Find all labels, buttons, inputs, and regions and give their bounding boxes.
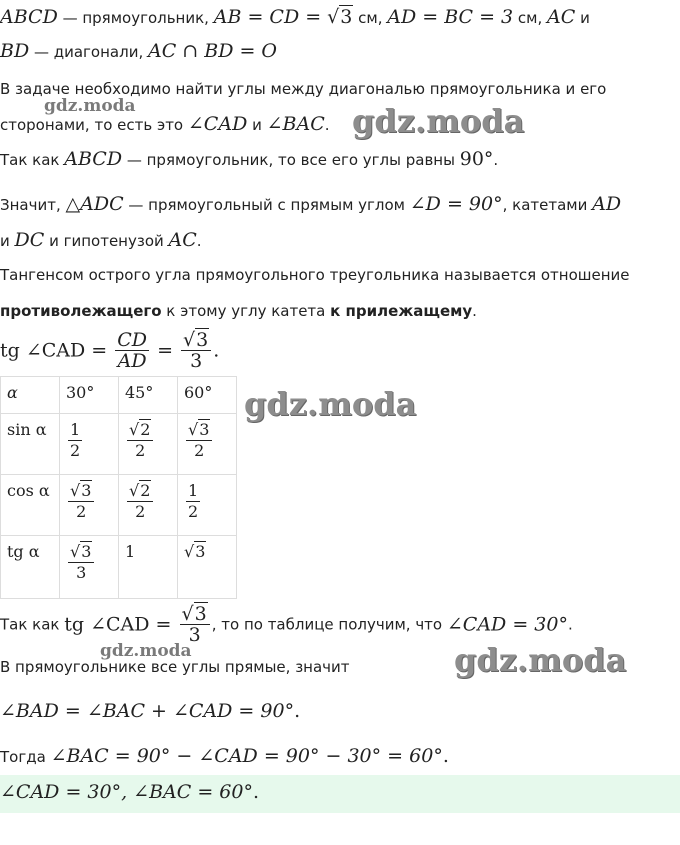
bold-text: противолежащего	[0, 302, 162, 320]
numerator: √2	[127, 481, 153, 502]
table-cell: 1	[119, 536, 178, 599]
paragraph-line	[0, 113, 330, 135]
math: ∠CAD = 30°, ∠BAC = 60°	[0, 781, 253, 803]
paragraph-line: В прямоугольнике все углы прямые, значит	[0, 658, 350, 676]
text: .	[472, 302, 477, 320]
numerator: √3	[186, 420, 212, 441]
radicand: 3	[81, 481, 92, 500]
math: AC	[168, 229, 197, 251]
math: AD = BC = 3	[387, 6, 514, 28]
sqrt: √3	[327, 6, 353, 28]
math: ABCD	[0, 6, 58, 28]
bold-text: к прилежащему	[330, 302, 473, 320]
radicand: 2	[140, 481, 151, 500]
math: ∠BAC	[266, 113, 325, 135]
numerator: 1	[70, 420, 81, 439]
text: .	[324, 116, 330, 134]
table-row	[1, 377, 237, 414]
radicand: 2	[140, 420, 151, 439]
answer-line	[0, 781, 259, 803]
definition-line	[0, 302, 477, 320]
table-cell	[119, 414, 178, 475]
denominator: 2	[194, 441, 205, 460]
text: и	[0, 232, 15, 250]
radicand: 3	[194, 603, 207, 625]
table-cell: 60°	[178, 377, 237, 414]
paragraph-line	[0, 604, 573, 645]
denominator: 3	[190, 350, 203, 372]
table-cell	[119, 475, 178, 536]
equation-line	[0, 745, 449, 767]
text: , то по таблице получим, что	[211, 615, 447, 634]
trig-table	[0, 376, 237, 599]
cell-text: α	[7, 383, 18, 402]
denominator: 2	[70, 441, 81, 460]
table-cell: 45°	[119, 377, 178, 414]
text: .	[196, 232, 202, 250]
math: AB = CD =	[213, 6, 328, 28]
fraction	[180, 604, 210, 645]
math: .	[294, 700, 301, 722]
text: и гипотенузой	[44, 232, 169, 250]
watermark: gdz.moda	[100, 641, 192, 661]
numerator: √3	[181, 330, 211, 351]
denominator: AD	[117, 350, 147, 372]
math: .	[442, 745, 449, 767]
math: ABCD	[64, 148, 123, 170]
fraction	[68, 542, 94, 583]
fraction	[68, 420, 82, 461]
table-row	[1, 414, 237, 475]
condition-line-2	[0, 40, 277, 62]
text: Тогда	[0, 748, 51, 766]
denominator: 2	[135, 441, 146, 460]
numerator: CD	[117, 329, 148, 351]
math: △ADC	[65, 193, 124, 215]
table-row	[1, 475, 237, 536]
fraction	[127, 420, 153, 461]
numerator: √3	[68, 481, 94, 502]
table-cell	[60, 414, 119, 475]
math: AD	[592, 193, 622, 215]
text: — прямоугольник, то все его углы равны	[122, 151, 460, 169]
table-cell: cos α	[1, 475, 60, 536]
table-cell	[178, 475, 237, 536]
table-cell: tg α	[1, 536, 60, 599]
paragraph-line	[0, 193, 621, 215]
text: Значит,	[0, 196, 66, 214]
math: ∠BAC = 90° − ∠CAD = 90° − 30° = 60°	[50, 745, 443, 767]
math: AC	[547, 6, 576, 28]
radicand: 3	[340, 6, 353, 28]
answer-highlight	[0, 775, 680, 813]
tangent-formula	[0, 330, 219, 371]
math: ∠BAD = ∠BAC + ∠CAD = 90°	[0, 700, 295, 722]
numerator: √2	[127, 420, 153, 441]
watermark: gdz.moda	[244, 385, 417, 423]
denominator: 2	[76, 502, 87, 521]
equation-line	[0, 700, 300, 722]
paragraph-line	[0, 229, 202, 251]
fraction	[186, 420, 212, 461]
text: .	[567, 615, 573, 634]
math: tg ∠CAD =	[64, 613, 178, 636]
text: и	[247, 116, 267, 134]
fraction	[186, 481, 200, 522]
fraction	[115, 330, 149, 371]
math: .	[213, 339, 220, 362]
fraction	[68, 481, 94, 522]
table-cell	[60, 536, 119, 599]
radicand: 3	[195, 542, 206, 561]
fraction	[181, 330, 211, 371]
watermark: gdz.moda	[44, 96, 136, 116]
text: , катетами	[502, 196, 593, 214]
text: Так как	[0, 151, 65, 169]
radicand: 3	[199, 420, 210, 439]
condition-line-1	[0, 6, 590, 28]
math: ∠CAD	[187, 113, 248, 135]
paragraph-line: В задаче необходимо найти углы между диагональю прямоугольника и его	[0, 80, 607, 98]
math: AC ∩ BD = O	[147, 40, 278, 62]
denominator: 2	[135, 502, 146, 521]
table-cell: sin α	[1, 414, 60, 475]
paragraph-line	[0, 148, 498, 170]
definition-line: Тангенсом острого угла прямоугольного треугольника называется отношение	[0, 266, 630, 284]
denominator: 3	[188, 624, 201, 646]
table-cell	[178, 414, 237, 475]
math: .	[252, 781, 260, 803]
text: см,	[513, 9, 548, 27]
math: DC	[14, 229, 45, 251]
table-cell	[60, 475, 119, 536]
table-cell	[1, 377, 60, 414]
numerator: √3	[180, 604, 210, 625]
denominator: 3	[76, 563, 87, 582]
numerator: 1	[188, 481, 199, 500]
watermark: gdz.moda	[352, 102, 525, 140]
text: .	[493, 151, 499, 169]
table-cell: 30°	[60, 377, 119, 414]
math: 90°	[459, 148, 494, 170]
text: к этому углу катета	[161, 302, 331, 320]
math: =	[151, 339, 180, 362]
table-cell: √3	[178, 536, 237, 599]
math: ∠D = 90°	[409, 193, 503, 215]
text: — прямоугольный с прямым углом	[123, 196, 410, 214]
text: см,	[353, 9, 388, 27]
table-row	[1, 536, 237, 599]
radicand: 3	[81, 542, 92, 561]
radicand: 3	[196, 329, 209, 351]
fraction	[127, 481, 153, 522]
text: Так как	[0, 615, 65, 634]
math: ∠CAD = 30°	[446, 613, 568, 636]
text: сторонами, то есть это	[0, 116, 188, 134]
text: и	[575, 9, 590, 27]
denominator: 2	[188, 502, 199, 521]
text: — прямоугольник,	[57, 9, 214, 27]
math: BD	[0, 40, 30, 62]
numerator: √3	[68, 542, 94, 563]
watermark: gdz.moda	[454, 641, 627, 679]
text: — диагонали,	[29, 43, 148, 61]
math: tg ∠CAD =	[0, 339, 114, 362]
